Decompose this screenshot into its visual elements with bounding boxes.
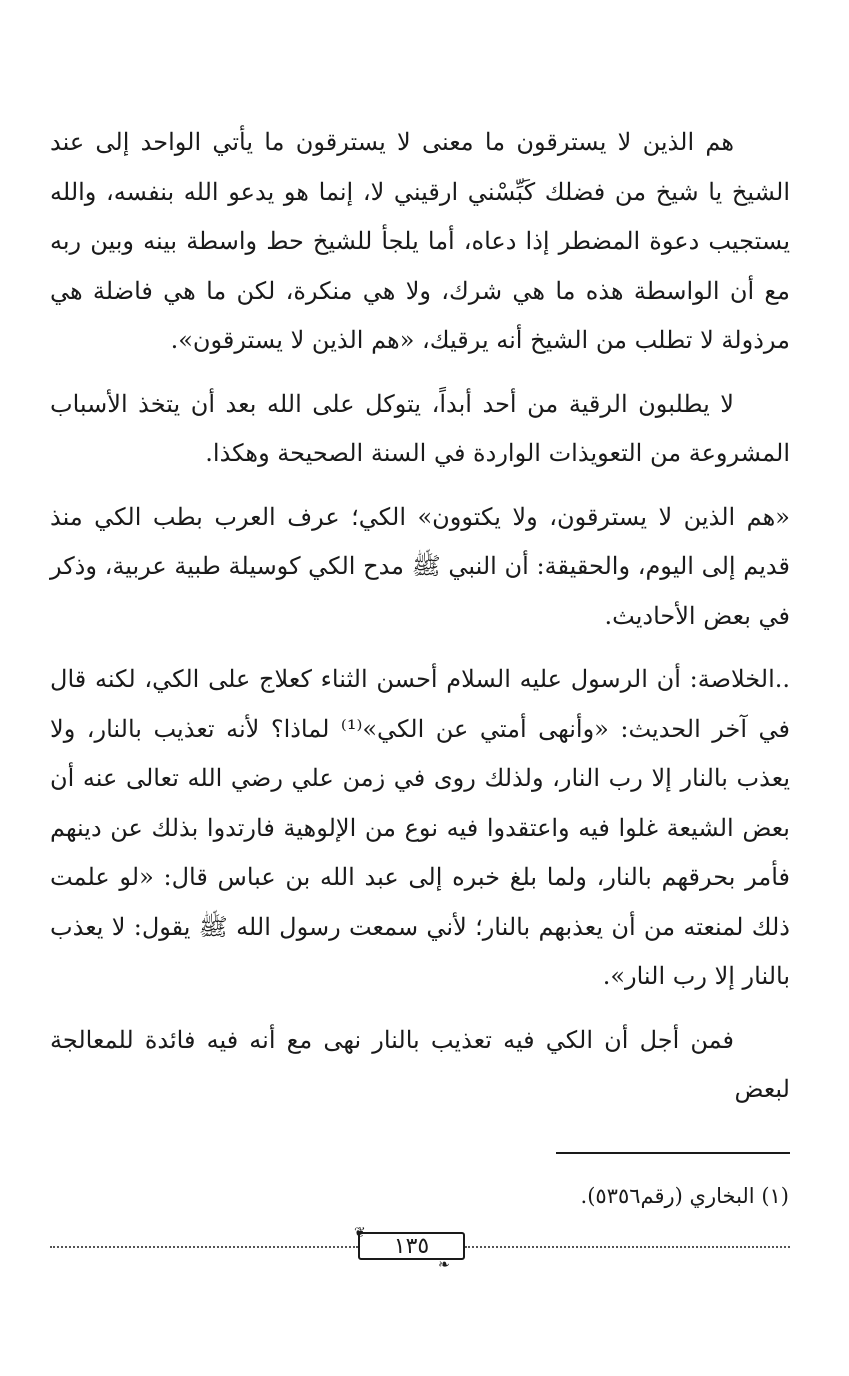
- main-text: [50, 118, 790, 1129]
- page-number: ١٣٥: [393, 1233, 430, 1259]
- ornament-flourish-icon: ❧: [438, 1257, 450, 1273]
- ornament-flourish-icon: ❦: [354, 1225, 366, 1241]
- paragraph-3: «هم الذين لا يسترقون، ولا يكتوون» الكي؛ عرف العرب بطب الكي منذ قديم إلى اليوم، والحقيقة: أن النبي ﷺ مدح الكي كوسيلة طبية عربية، وذكر في بعض الأحاديث.: [50, 502, 790, 630]
- page-number-frame: [358, 1232, 465, 1260]
- footnote: (١) البخاري (رقم٥٣٥٦).: [580, 1184, 789, 1208]
- paragraph-5: فمن أجل أن الكي فيه تعذيب بالنار نهى مع أنه فيه فائدة للمعالجة لبعض: [50, 1025, 790, 1103]
- paragraph-1: هم الذين لا يسترقون ما معنى لا يسترقون ما يأتي الواحد إلى عند الشيخ يا شيخ من فضلك كَبِّسْني ارقيني لا، إنما هو يدعو الله بنفسه، والله يستجيب دعوة المضطر إذا دعاه، أما يلجأ للشيخ حط واسطة بينه وبين ربه مع أن الواسطة هذه ما هي شرك، ولا هي منكرة، لكن ما هي فاضلة هي مرذولة لا تطلب من الشيخ أنه يرقيك، «هم الذين لا يسترقون».: [50, 128, 790, 354]
- footnote-separator: [556, 1152, 790, 1154]
- paragraph-2: لا يطلبون الرقية من أحد أبداً، يتوكل على الله بعد أن يتخذ الأسباب المشروعة من التعويذات الواردة في السنة الصحيحة وهكذا.: [50, 389, 790, 467]
- paragraph-4: ..الخلاصة: أن الرسول عليه السلام أحسن الثناء كعلاج على الكي، لكنه قال في آخر الحديث: «وأنهى أمتي عن الكي»⁽¹⁾ لماذا؟ لأنه تعذيب بالنار، ولا يعذب بالنار إلا رب النار، ولذلك روى في زمن علي رضي الله تعالى عنه أن بعض الشيعة غلوا فيه واعتقدوا فيه نوع من الإلوهية فارتدوا بذلك عن دينهم فأمر بحرقهم بالنار، ولما بلغ خبره إلى عبد الله بن عباس قال: «لو علمت ذلك لمنعته من أن يعذبهم بالنار؛ لأني سمعت رسول الله ﷺ يقول: لا يعذب بالنار إلا رب النار».: [50, 665, 791, 990]
- footer-dotted-line-right: [465, 1246, 790, 1248]
- footer-dotted-line-left: [50, 1246, 358, 1248]
